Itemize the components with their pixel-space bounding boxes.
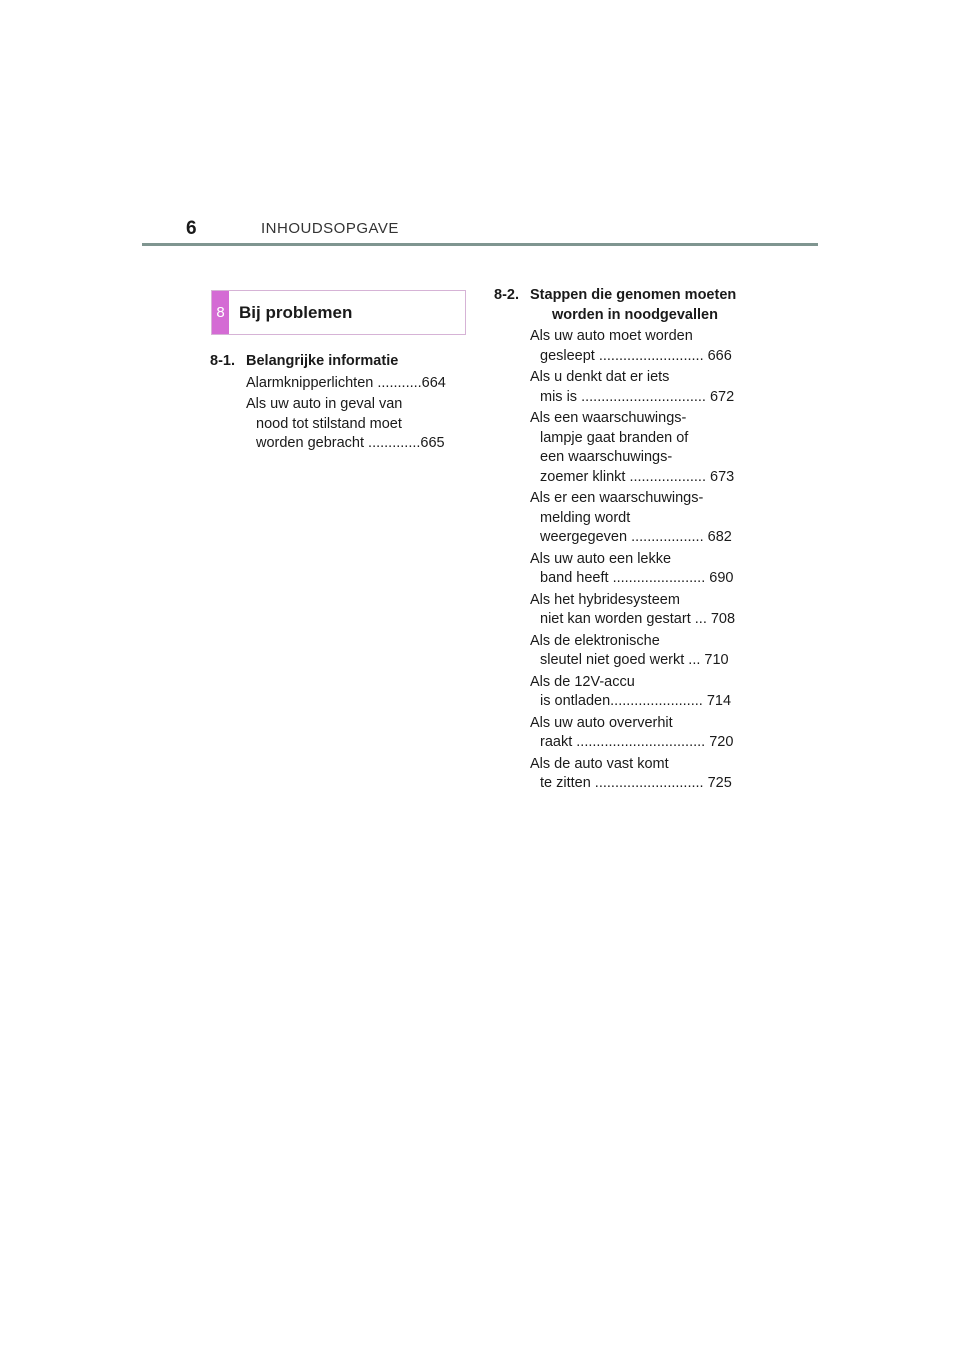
toc-entry[interactable] xyxy=(494,591,746,630)
section-number-tab: 8 xyxy=(212,291,229,334)
toc-entry-line: Als uw auto moet worden xyxy=(530,328,693,344)
chapter-title xyxy=(245,352,462,372)
toc-entry-line: Als uw auto oververhit xyxy=(530,714,673,731)
toc-entry-line: band heeft ....................... 690 xyxy=(540,570,734,586)
toc-entry-line: Als de 12V-accu xyxy=(530,673,635,690)
toc-entry[interactable] xyxy=(494,673,746,712)
header-divider xyxy=(142,243,818,246)
toc-entry-line: mis is ............................... 672 xyxy=(540,388,735,405)
toc-right-column xyxy=(494,286,746,794)
toc-entry-line: worden gebracht .............665 xyxy=(256,435,445,451)
toc-entry-line: Alarmknipperlichten ...........664 xyxy=(246,374,446,391)
chapter-heading xyxy=(494,286,746,325)
running-title: INHOUDSOPGAVE xyxy=(261,220,399,237)
toc-entry-line: lampje gaat branden of xyxy=(540,429,689,446)
chapter-title xyxy=(529,286,746,325)
chapter-title-line: Stappen die genomen moeten xyxy=(530,287,737,303)
toc-left-column xyxy=(210,352,462,454)
toc-entry-line: sleutel niet goed werkt ... 710 xyxy=(540,652,729,668)
toc-entry-line: een waarschuwings- xyxy=(540,449,673,465)
section-title: Bij problemen xyxy=(239,303,353,322)
toc-entry[interactable] xyxy=(494,409,746,487)
toc-entry-line: Als een waarschuwings- xyxy=(530,410,687,426)
toc-entry-line: melding wordt xyxy=(540,509,631,526)
chapter-number: 8-2. xyxy=(494,287,519,303)
section-heading-box xyxy=(211,290,466,335)
toc-entry[interactable] xyxy=(494,489,746,548)
toc-entry-line: zoemer klinkt ................... 673 xyxy=(540,468,735,485)
toc-entry-line: niet kan worden gestart ... 708 xyxy=(540,611,736,627)
toc-entry-line: Als u denkt dat er iets xyxy=(530,369,670,385)
toc-entry-line: weergegeven .................. 682 xyxy=(540,529,732,545)
toc-entry-line: Als er een waarschuwings- xyxy=(530,490,704,506)
toc-entry[interactable] xyxy=(210,374,462,394)
toc-entry-line: raakt ................................ 720 xyxy=(540,734,734,750)
toc-entry[interactable] xyxy=(494,327,746,366)
page-header xyxy=(0,212,960,252)
chapter-heading xyxy=(210,352,462,372)
toc-entry-line: Als de elektronische xyxy=(530,632,660,649)
toc-entry[interactable] xyxy=(494,755,746,794)
toc-entry[interactable] xyxy=(494,550,746,589)
toc-entry[interactable] xyxy=(494,632,746,671)
toc-entry-line: Als het hybridesysteem xyxy=(530,591,680,608)
chapter-title-line: Belangrijke informatie xyxy=(246,353,399,369)
chapter-title-line: worden in noodgevallen xyxy=(552,306,718,323)
page-number: 6 xyxy=(186,218,197,239)
chapter-number: 8-1. xyxy=(210,353,235,369)
toc-entry-line: gesleept .......................... 666 xyxy=(540,347,732,364)
toc-entry-line: is ontladen....................... 714 xyxy=(540,693,732,709)
toc-entry[interactable] xyxy=(494,368,746,407)
toc-entry[interactable] xyxy=(494,714,746,753)
toc-entry-line: nood tot stilstand moet xyxy=(256,415,402,432)
toc-entry-line: Als uw auto een lekke xyxy=(530,550,672,567)
toc-entry-line: Als uw auto in geval van xyxy=(246,396,403,412)
toc-entry-line: te zitten ........................... 725 xyxy=(540,775,732,791)
toc-entry[interactable] xyxy=(210,395,462,454)
toc-entry-line: Als de auto vast komt xyxy=(530,755,669,772)
